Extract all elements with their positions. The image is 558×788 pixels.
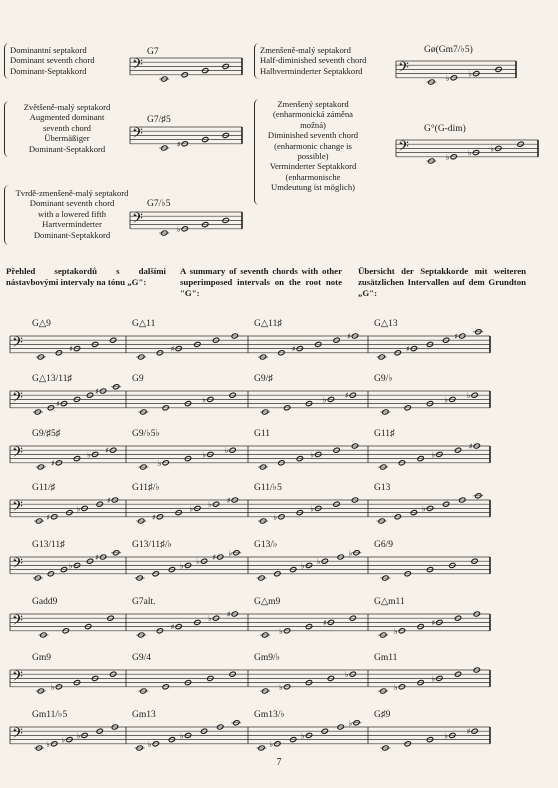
bass-clef-icon: 𝄢 (12, 612, 23, 633)
sharp-icon: ♯ (95, 387, 99, 396)
flat-icon: ♭ (344, 670, 349, 680)
definition-text: Zvětšeně-malý septakord Augmented dominant seventh chord Übermäßiger Dominant-Septakkord (23, 102, 111, 154)
chord-symbol: Gm13/♭ (254, 710, 285, 720)
chord-symbol: G11♯ (374, 429, 395, 439)
sharp-icon: ♯ (46, 512, 51, 522)
sharp-icon: ♯ (346, 332, 351, 341)
flat-icon: ♭ (189, 504, 194, 514)
flat-icon: ♭ (444, 731, 449, 741)
sharp-icon: ♯ (106, 496, 111, 505)
flat-icon: ♭ (228, 548, 233, 558)
chord-symbol: G9/♯ (254, 374, 273, 384)
chord-symbol: G13/11♯/♭ (132, 540, 173, 550)
flat-icon: ♭ (279, 682, 283, 692)
chord-symbol: Gm9 (32, 653, 51, 663)
bass-clef-icon: 𝄢 (132, 210, 143, 231)
chord-symbol: G9/♯5♯ (32, 429, 61, 439)
flat-icon: ♭ (490, 144, 495, 154)
sharp-icon: ♯ (95, 553, 99, 562)
chord-symbol: G△11 (132, 319, 156, 329)
sharp-icon: ♯ (322, 618, 327, 628)
flat-icon: ♭ (176, 224, 181, 234)
flat-icon: ♭ (393, 626, 398, 636)
chord-symbol: G7/♭5 (147, 199, 171, 209)
chord-symbol: G6/9 (374, 540, 393, 550)
chord-symbol: G△m9 (254, 597, 281, 607)
flat-icon: ♭ (301, 561, 305, 571)
flat-icon: ♭ (310, 504, 314, 514)
chord-symbol: G°(G-dim) (424, 124, 466, 134)
definition-text: Zmenšený septakord (enharmonická záměna možná) Diminished seventh chord (enharmonic change is possible) Verminderter Septakkord (enharmonische Umdeutung ist möglich) (267, 99, 359, 193)
flat-icon: ♭ (431, 674, 436, 684)
definition-text: Tvrdě-zmenšeně-malý septakord Dominant seventh chord with a lowered fifth Hartverminderter Dominant-Septakkord (15, 188, 129, 240)
bass-clef-icon: 𝄢 (12, 555, 23, 576)
flat-icon: ♭ (468, 69, 472, 79)
bass-clef-icon: 𝄢 (12, 498, 23, 519)
chord-symbol: G9 (132, 374, 144, 384)
chord-symbol: Gm9/♭ (254, 653, 281, 663)
chord-symbol: G♯9 (374, 710, 391, 720)
chord-symbol: Gm11 (374, 653, 398, 663)
bass-clef-icon: 𝄢 (12, 389, 23, 410)
header-english: A summary of seventh chords with other superimposed intervals on the root note "G": (180, 266, 342, 298)
sharp-icon: ♯ (454, 332, 459, 341)
flat-icon: ♭ (279, 626, 283, 636)
sharp-icon: ♯ (466, 727, 471, 737)
sharp-icon: ♯ (405, 344, 410, 354)
chord-symbol: Gm13 (132, 710, 156, 720)
sharp-icon: ♯ (226, 610, 231, 619)
flat-icon: ♭ (468, 148, 472, 158)
chord-symbol: Gø(Gm7/♭5) (424, 45, 473, 55)
flat-icon: ♭ (208, 614, 212, 624)
chord-symbol: G△9 (32, 319, 51, 329)
chord-symbol: Gm11/♭5 (32, 710, 68, 720)
flat-icon: ♭ (316, 557, 321, 567)
flat-icon: ♭ (445, 152, 450, 162)
flat-icon: ♭ (466, 391, 471, 401)
flat-icon: ♭ (147, 739, 152, 749)
flat-icon: ♭ (46, 739, 51, 749)
chord-symbol: G11/♭5 (254, 483, 282, 493)
chord-symbol: G△13 (374, 319, 398, 329)
flat-icon: ♭ (348, 718, 353, 728)
sharp-icon: ♯ (212, 553, 217, 562)
flat-icon: ♭ (76, 731, 81, 741)
chord-symbol: G7alt. (132, 597, 156, 607)
flat-icon: ♭ (87, 450, 91, 460)
flat-icon: ♭ (431, 450, 436, 460)
sharp-icon: ♯ (176, 139, 181, 149)
flat-icon: ♭ (322, 395, 327, 405)
sharp-icon: ♯ (226, 496, 231, 505)
flat-icon: ♭ (269, 739, 274, 749)
flat-icon: ♭ (208, 500, 212, 510)
flat-icon: ♭ (76, 504, 81, 514)
sharp-icon: ♯ (344, 391, 349, 401)
chord-symbol: G11 (254, 429, 271, 439)
chord-symbol: G△m11 (374, 597, 405, 607)
page-number: 7 (276, 757, 282, 768)
flat-icon: ♭ (224, 446, 229, 456)
flat-icon: ♭ (196, 557, 200, 567)
bass-clef-icon: 𝄢 (398, 59, 409, 80)
chord-symbol: G9/♭5♭ (132, 429, 160, 439)
sharp-icon: ♯ (468, 442, 473, 451)
bass-clef-icon: 𝄢 (12, 334, 23, 355)
chord-symbol: G11♯/♭ (132, 483, 160, 493)
bass-clef-icon: 𝄢 (398, 138, 409, 159)
sharp-icon: ♯ (170, 622, 175, 632)
sharp-icon: ♯ (170, 344, 175, 354)
flat-icon: ♭ (310, 450, 314, 460)
chord-symbol: G7 (147, 47, 159, 57)
chord-symbol: G△13/11♯ (32, 374, 73, 384)
flat-icon: ♭ (50, 682, 55, 692)
flat-icon: ♭ (422, 504, 426, 514)
chord-symbol: Gadd9 (32, 597, 58, 607)
flat-icon: ♭ (69, 561, 73, 571)
flat-icon: ♭ (180, 731, 184, 741)
header-czech: Přehled septakordů s dalšími nástavbovými intervaly na tónu „G": (6, 266, 166, 287)
sharp-icon: ♯ (105, 446, 110, 456)
chord-symbol: G13/11♯ (32, 540, 65, 550)
flat-icon: ♭ (202, 450, 207, 460)
chord-symbol: G11/♯ (32, 483, 56, 493)
flat-icon: ♭ (180, 561, 184, 571)
chord-symbol: G△11♯ (254, 319, 283, 329)
sharp-icon: ♯ (431, 618, 436, 628)
bass-clef-icon: 𝄢 (12, 725, 23, 746)
flat-icon: ♭ (273, 512, 278, 522)
chord-symbol: G7/♯5 (147, 115, 171, 125)
bass-clef-icon: 𝄢 (12, 444, 23, 465)
flat-icon: ♭ (445, 73, 450, 83)
bass-clef-icon: 𝄢 (132, 56, 143, 77)
flat-icon: ♭ (444, 395, 449, 405)
flat-icon: ♭ (202, 395, 207, 405)
sharp-icon: ♯ (151, 512, 156, 522)
flat-icon: ♭ (157, 458, 162, 468)
chord-symbol: G9/♭ (374, 374, 393, 384)
sharp-icon: ♯ (55, 399, 60, 409)
sharp-icon: ♯ (69, 344, 73, 354)
flat-icon: ♭ (393, 682, 398, 692)
flat-icon: ♭ (348, 548, 353, 558)
header-german: Übersicht der Septakkorde mit weiteren zusätzlichen Intervallen auf dem Grundton „G": (358, 266, 526, 298)
chord-symbol: G9/4 (132, 653, 151, 663)
definition-text: Zmenšeně-malý septakord Half-diminished seventh chord Halbverminderter Septakkord (260, 45, 367, 76)
sharp-icon: ♯ (291, 344, 296, 354)
chord-symbol: G13/♭ (254, 540, 278, 550)
flat-icon: ♭ (61, 735, 66, 745)
chord-symbol: G13 (374, 483, 391, 493)
bass-clef-icon: 𝄢 (132, 125, 143, 146)
sharp-icon: ♯ (50, 458, 55, 468)
bass-clef-icon: 𝄢 (12, 668, 23, 689)
flat-icon: ♭ (301, 731, 305, 741)
definition-text: Dominantní septakord Dominant seventh chord Dominant-Septakkord (10, 45, 95, 76)
